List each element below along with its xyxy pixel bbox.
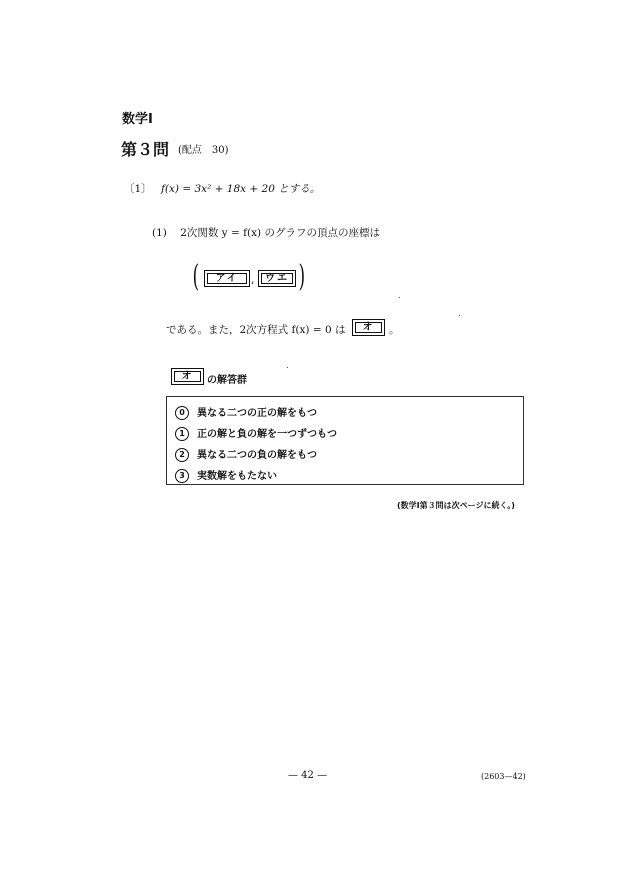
page-code: (2603—42): [481, 772, 526, 781]
choice-text: 正の解と負の解を一つずつもつ: [197, 429, 337, 440]
choice-text: 異なる二つの正の解をもつ: [197, 408, 317, 419]
sub1-continuation: [166, 322, 346, 337]
choice-number: 1: [175, 427, 189, 441]
sub1-label: (1): [152, 227, 167, 239]
answer-box-ue[interactable]: ウエ: [258, 270, 296, 287]
part1-statement: f(x) = 3x² + 18x + 20 とする。: [161, 183, 321, 195]
choice-number: 3: [175, 469, 189, 483]
answer-group-box: オ: [171, 368, 204, 385]
scan-speck: [399, 297, 400, 298]
sub1-line: [152, 225, 380, 240]
choice-3[interactable]: [175, 467, 277, 483]
continuation-text: である。また，2次方程式 f(x) = 0 は: [166, 324, 346, 336]
continuation-period: 。: [389, 324, 400, 336]
choice-0[interactable]: [175, 404, 317, 420]
subject-title: 数学Ⅰ: [122, 112, 153, 127]
part1-line: [124, 181, 320, 196]
scan-speck: [459, 315, 460, 316]
points-note: (配点 30): [178, 145, 229, 156]
answer-group-label: の解答群: [207, 375, 247, 386]
choice-2[interactable]: [175, 446, 317, 462]
sub1-text: 2次関数 y = f(x) のグラフの頂点の座標は: [180, 227, 380, 239]
choice-text: 実数解をもたない: [197, 471, 277, 482]
choice-1[interactable]: [175, 425, 337, 441]
continued-note: (数学Ⅰ第３問は次ページに続く。): [397, 501, 515, 510]
answer-box-ai[interactable]: アイ: [204, 270, 250, 287]
choices-box: [166, 396, 524, 485]
page-number: — 42 —: [288, 770, 328, 781]
choice-number: 2: [175, 448, 189, 462]
question-number: 第３問: [121, 140, 170, 159]
coord-comma: ,: [251, 273, 255, 286]
answer-box-o[interactable]: オ: [352, 319, 385, 336]
part1-label: 〔1〕: [124, 183, 152, 195]
close-paren: ): [298, 259, 306, 294]
open-paren: (: [192, 259, 200, 294]
scan-speck: [287, 367, 288, 368]
choice-number: 0: [175, 406, 189, 420]
choice-text: 異なる二つの負の解をもつ: [197, 450, 317, 461]
